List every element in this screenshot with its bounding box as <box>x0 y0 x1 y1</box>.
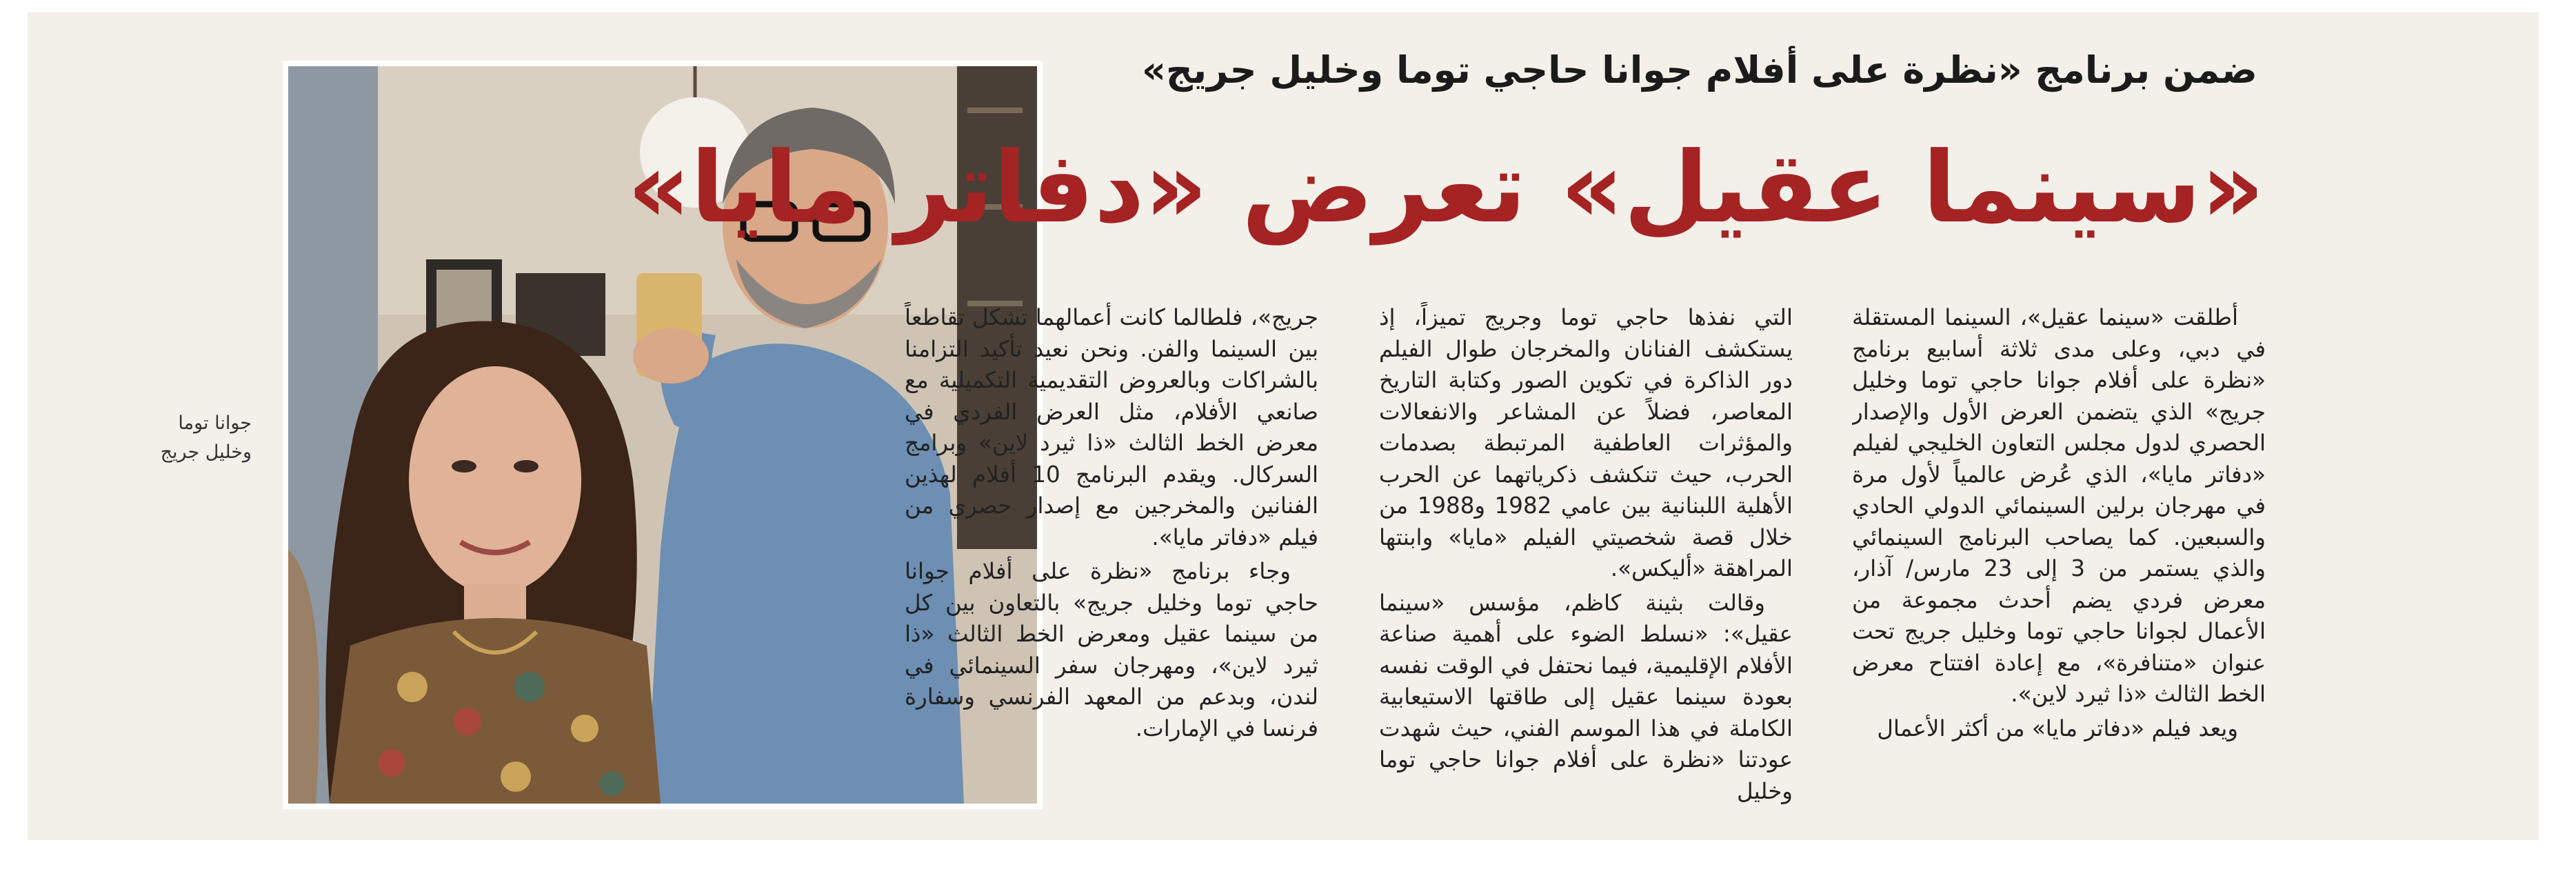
caption-line: جوانا توما <box>178 412 252 434</box>
photo-caption <box>55 409 252 467</box>
paragraph: التي نفذها حاجي توما وجريج تميزاً، إذ يستكشف الفنانان والمخرجان طوال الفيلم دور الذاكرة في تكوين الصور وكتابة التاريخ المعاصر، فضلاً عن المشاعر والانفعالات والمؤثرات العاطفية المرتبطة بصدمات الحرب، حيث تنكشف ذكرياتهما عن الحرب الأهلية اللبنانية بين عامي 1982 و1988 من خلال قصة شخصيتي الفيلم «مايا» وابنتها المراهقة «أليكس». <box>1379 304 1793 581</box>
paragraph: وجاء برنامج «نظرة على أفلام جوانا حاجي توما وخليل جريج» بالتعاون بين كل من سينما عقيل ومعرض الخط الثالث «ذا ثيرد لاين»، ومهرجان سفر السينمائي في لندن، وبدعم من المعهد الفرنسي وسفارة فرنسا في الإمارات. <box>905 558 1318 741</box>
article-kicker: ضمن برنامج «نظرة على أفلام جوانا حاجي توما وخليل جريج» <box>1142 48 2257 92</box>
paragraph: وقالت بثينة كاظم، مؤسس «سينما عقيل»: «نسلط الضوء على أهمية صناعة الأفلام الإقليمية، فيما نحتفل في الوقت نفسه بعودة سينما عقيل إلى طاقتها الاستيعابية الكاملة في هذا الموسم الفني، حيث شهدت عودتنا «نظرة على أفلام جوانا حاجي توما وخليل <box>1379 589 1793 804</box>
caption-line: وخليل جريج <box>160 441 252 463</box>
paragraph: أطلقت «سينما عقيل»، السينما المستقلة في دبي، وعلى مدى ثلاثة أسابيع برنامج «نظرة على أفلام جوانا حاجي توما وخليل جريج» الذي يتضمن العرض الأول والإصدار الحصري لدول مجلس التعاون الخليجي لفيلم «دفاتر مايا»، الذي عُرض عالمياً لأول مرة في مهرجان برلين السينمائي الدولي الحادي والسبعين. كما يصاحب البرنامج السينمائي والذي يستمر من 3 إلى 23 مارس/ آذار، معرض فردي يضم أحدث مجموعة من الأعمال لجوانا حاجي توما وخليل جريج تحت عنوان «متنافرة»، مع إعادة افتتاح معرض الخط الثالث «ذا ثيرد لاين». <box>1852 304 2266 707</box>
article-column-2 <box>1379 302 1793 826</box>
article-column-3 <box>905 302 1318 826</box>
paragraph: جريج»، فلطالما كانت أعمالهما تشكل تقاطعاً بين السينما والفن. ونحن نعيد تأكيد التزامنا بالشراكات وبالعروض التقديمية التكميلية مع صانعي الأفلام، مثل العرض الفردي في معرض الخط الثالث «ذا ثيرد لاين» وبرامج السركال. ويقدم البرنامج 10 أفلام لهذين الفنانين والمخرجين مع إصدار حصري من فيلم «دفاتر مايا». <box>905 304 1318 550</box>
newspaper-clipping <box>28 12 2539 840</box>
article-headline: «سينما عقيل» تعرض «دفاتر مايا» <box>627 131 2264 245</box>
paragraph: ويعد فيلم «دفاتر مايا» من أكثر الأعمال <box>1877 715 2238 741</box>
article-column-1 <box>1852 302 2266 826</box>
